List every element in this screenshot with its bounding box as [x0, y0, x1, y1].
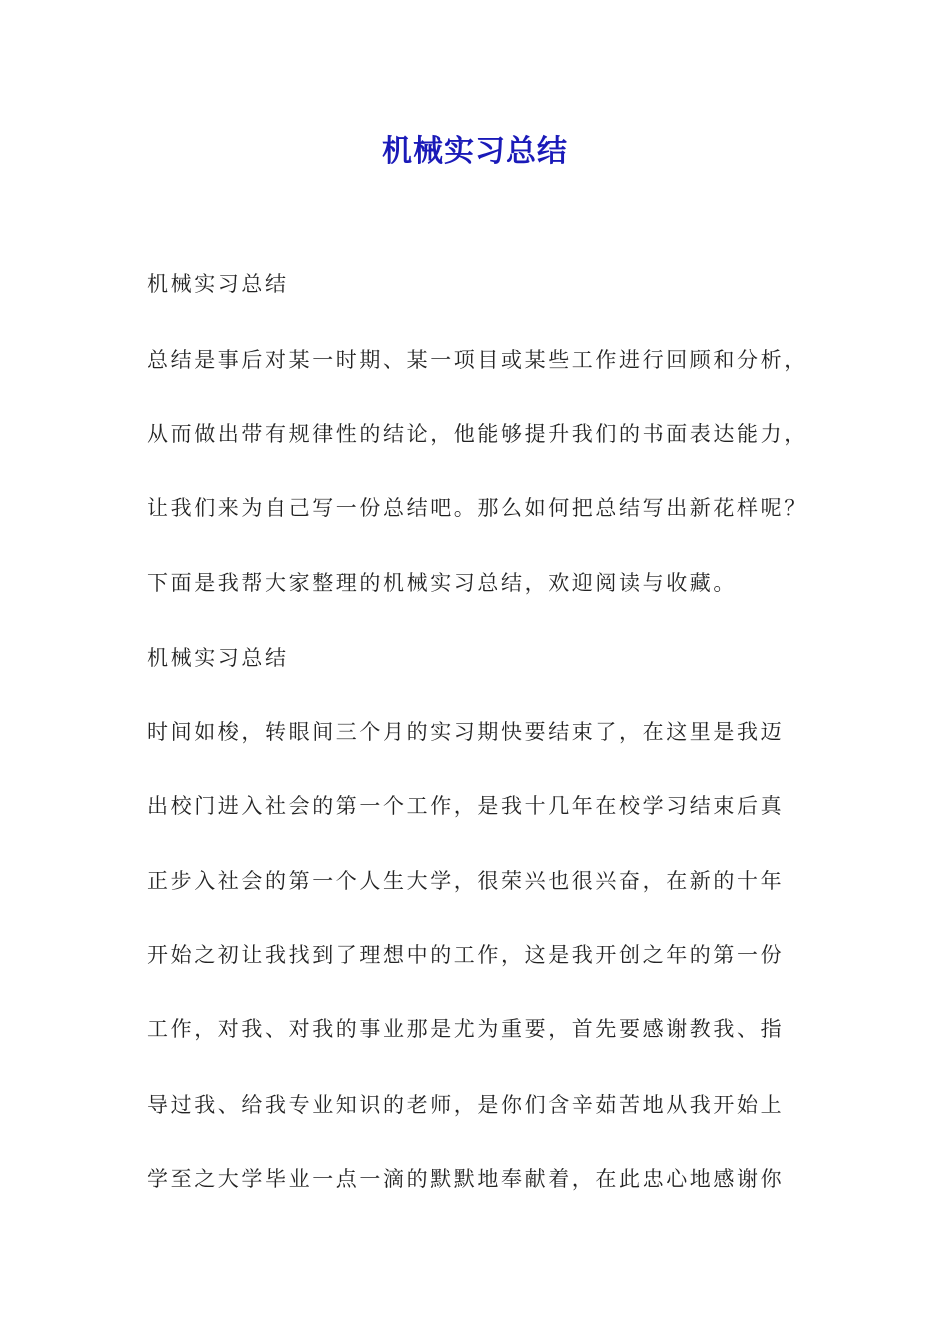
paragraph-line: 导过我、给我专业知识的老师，是你们含辛茹苦地从我开始上: [147, 1093, 785, 1117]
paragraph-heading: 机械实习总结: [147, 646, 289, 670]
paragraph-line: 让我们来为自己写一份总结吧。那么如何把总结写出新花样呢？: [147, 496, 808, 520]
paragraph-line: 开始之初让我找到了理想中的工作，这是我开创之年的第一份: [147, 943, 785, 967]
paragraph-line: 总结是事后对某一时期、某一项目或某些工作进行回顾和分析，: [147, 348, 808, 372]
paragraph-line: 时间如梭，转眼间三个月的实习期快要结束了，在这里是我迈: [147, 720, 785, 744]
document-title: 机械实习总结: [382, 134, 568, 169]
paragraph-line: 正步入社会的第一个人生大学，很荣兴也很兴奋，在新的十年: [147, 869, 785, 893]
paragraph-line: 下面是我帮大家整理的机械实习总结，欢迎阅读与收藏。: [147, 571, 737, 595]
paragraph-line: 学至之大学毕业一点一滴的默默地奉献着，在此忠心地感谢你: [147, 1167, 785, 1191]
paragraph-line: 出校门进入社会的第一个工作，是我十几年在校学习结束后真: [147, 794, 785, 818]
paragraph-line: 从而做出带有规律性的结论，他能够提升我们的书面表达能力，: [147, 422, 808, 446]
paragraph-line: 工作，对我、对我的事业那是尤为重要，首先要感谢教我、指: [147, 1017, 785, 1041]
paragraph-heading: 机械实习总结: [147, 272, 289, 296]
